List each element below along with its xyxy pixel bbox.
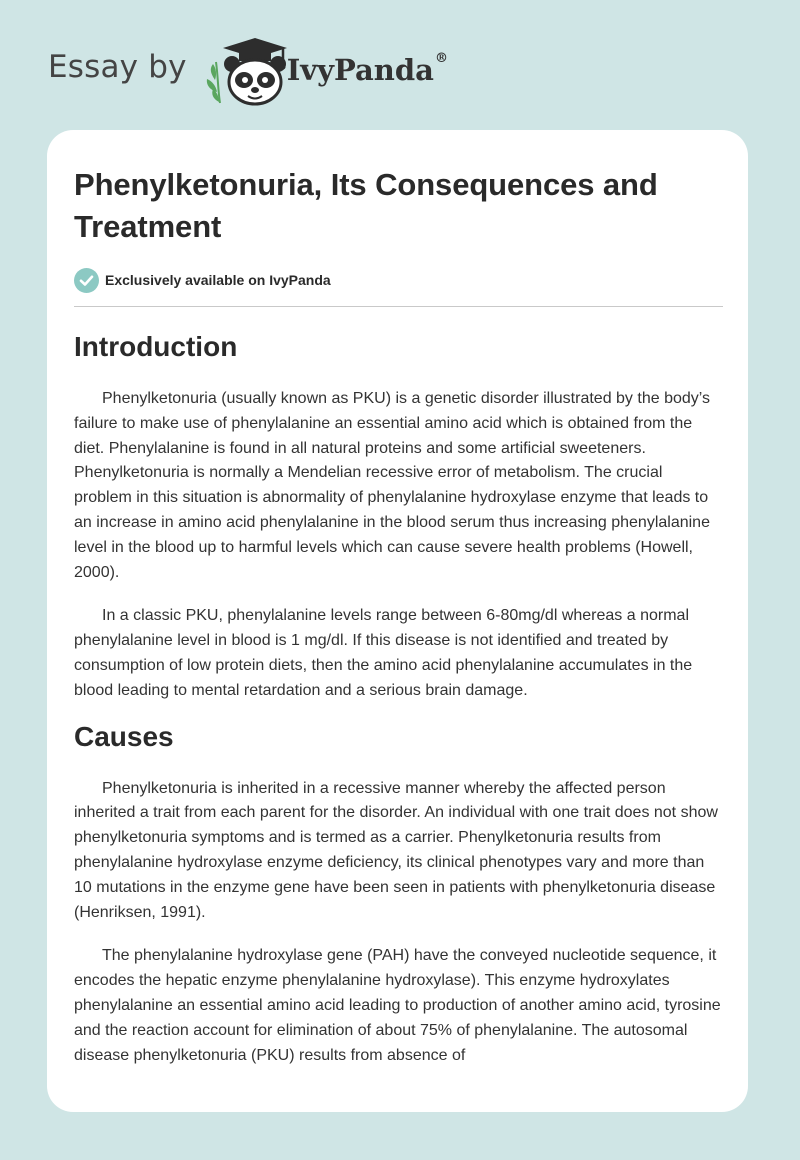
section-heading: Introduction <box>74 331 238 362</box>
brand-header[interactable] <box>48 36 448 106</box>
essay-card <box>47 130 748 1112</box>
registered-mark: ® <box>434 51 448 66</box>
paragraph: The phenylalanine hydroxylase gene (PAH) have the conveyed nucleotide sequence, it encodes the hepatic enzyme phenylalanine hydroxylase). This enzyme hydroxylates phenylalanine an essential amino acid leading to production of another amino acid, tyrosine and the reaction account for elimination of about 75% of phenylalanine. The autosomal disease phenylketonuria (PKU) results from absence of <box>74 947 721 1064</box>
exclusive-badge-label: Exclusively available on IvyPanda <box>105 272 331 288</box>
brand-name: IvyPanda® <box>286 51 448 87</box>
exclusive-badge <box>74 267 722 293</box>
section-heading: Causes <box>74 720 174 752</box>
paragraph: In a classic PKU, phenylalanine levels range between 6-80mg/dl whereas a normal phenylalanine level in blood is 1 mg/dl. If this disease is not identified and treated by consumption of low protein diets, then the amino acid phenylalanine accumulates in the blood leading to mental retardation and a serious brain damage. <box>74 607 693 699</box>
page-title: Phenylketonuria, Its Consequences and Treatment <box>74 167 658 244</box>
check-circle-icon <box>74 268 99 293</box>
section-causes <box>74 721 722 1069</box>
panda-logo-icon <box>201 36 291 106</box>
title-divider <box>74 306 723 307</box>
paragraph: Phenylketonuria (usually known as PKU) is a genetic disorder illustrated by the body’s failure to make use of phenylalanine an essential amino acid which is obtained from the diet. Phenylalanine is found in all natural proteins and some artificial sweeteners. Phenylketonuria is normally a Mendelian recessive error of metabolism. The crucial problem in this situation is abnormality of phenylalanine hydroxylase enzyme that leads to an increase in amino acid phenylalanine in the blood serum thus increasing phenylalanine level in the blood up to harmful levels which can cause severe health problems (Howell, 2000). <box>74 390 711 581</box>
section-introduction <box>74 331 722 704</box>
brand-prefix: Essay by <box>48 49 187 85</box>
paragraph: Phenylketonuria is inherited in a recessive manner whereby the affected person inherited a trait from each parent for the disorder. An individual with one trait does not show phenylketonuria symptoms and is termed as a carrier. Phenylketonuria results from phenylalanine hydroxylase enzyme deficiency, its clinical phenotypes vary and more than 10 mutations in the enzyme gene have been seen in patients with phenylketonuria disease (Henriksen, 1991). <box>74 779 718 921</box>
